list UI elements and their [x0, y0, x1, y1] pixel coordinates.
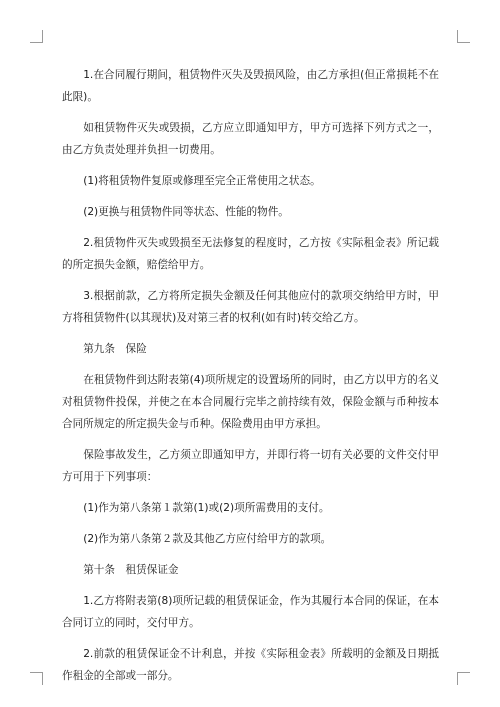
paragraph-deposit-payment: 1.乙方将附表第(8)项所记载的租赁保证金，作为其履行本合同的保证，在本合同订立的同时，交付甲方。 — [62, 595, 439, 629]
paragraph-insurance-use-1: (1)作为第八条第１款第(1)或(2)项所需费用的支付。 — [83, 502, 330, 514]
page-corner-mark-bottom-right — [457, 672, 470, 685]
paragraph-option-replace: (2)更换与租赁物件同等状态、性能的物件。 — [83, 206, 289, 218]
page-corner-mark-bottom-left — [30, 672, 43, 685]
paragraph-insurance-accident: 保险事故发生，乙方须立即通知甲方，并即行将一切有关必要的文件交付甲方可用于下列事项： — [62, 449, 439, 483]
article-9-heading: 第九条 保险 — [83, 343, 147, 355]
paragraph-insurance-coverage: 在租赁物件到达附表第(4)项所规定的设置场所的同时，由乙方以甲方的名义对租赁物件投保，并使之在本合同履行完毕之前持续有效，保险金额与币种按本合同所规定的所定损失金与币种。保险费用由甲方承担。 — [62, 374, 439, 430]
paragraph-transfer-of-goods: 3.根据前款，乙方将所定损失金额及任何其他应付的款项交纳给甲方时，甲方将租赁物件(以其现状)及对第三者的权利(如有时)转交给乙方。 — [62, 290, 439, 324]
article-10-heading: 第十条 租赁保证金 — [83, 564, 179, 576]
paragraph-option-repair: (1)将租赁物件复原或修理至完全正常使用之状态。 — [83, 175, 321, 187]
document-body — [62, 64, 439, 696]
paragraph-unrepairable-compensation: 2.租赁物件灭失或毁损至无法修复的程度时，乙方按《实际租金表》所记载的所定损失金额，赔偿给甲方。 — [62, 237, 439, 271]
paragraph-loss-notification: 如租赁物件灭失或毁损，乙方应立即通知甲方，甲方可选择下列方式之一，由乙方负责处理并负担一切费用。 — [62, 122, 439, 156]
paragraph-risk-bearing: 1.在合同履行期间，租赁物件灭失及毁损风险，由乙方承担(但正常损耗不在此限)。 — [62, 69, 439, 103]
page-corner-mark-top-right — [457, 30, 470, 43]
page-corner-mark-top-left — [30, 30, 43, 43]
paragraph-insurance-use-2: (2)作为第八条第２款及其他乙方应付给甲方的款项。 — [83, 533, 332, 545]
paragraph-deposit-offset: 2.前款的租赁保证金不计利息，并按《实际租金表》所载明的金额及日期抵作租金的全部或一部分。 — [62, 648, 439, 682]
